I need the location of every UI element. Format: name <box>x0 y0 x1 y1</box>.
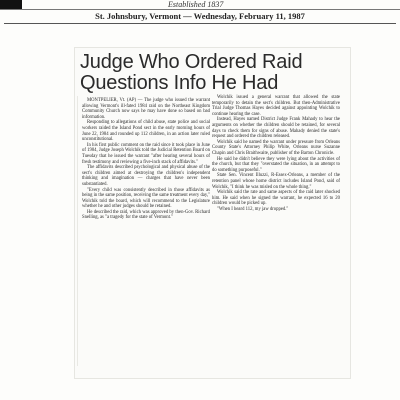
right-paragraph-6: Wolchik said the rate and same aspects of the raid later shocked him. He said when he signed the warrant, he expected 16 to 20 children would be picked up. <box>212 190 340 207</box>
left-paragraph-3: In his first public comment on the raid since it took place in June of 1984, Judge Joseph Wolchik told the Judicial Retention Board on Tuesday that he issued the warrant "after hearing several hours of fresh testimony and reviewing a five-inch stack of affidavits." <box>82 142 210 165</box>
masthead-rule <box>0 9 400 10</box>
left-paragraph-5: "Every child was consistently described in those affidavits as being in the same position, receiving the same treatment every day," Wolchik told the board, which will recommend to the Legislature whether he and other judges should be retained. <box>82 187 210 210</box>
dateline-rule <box>4 23 396 24</box>
right-paragraph-7: "When I heard 112, my jaw dropped." <box>217 206 289 212</box>
left-paragraph-4: The affidavits described psychological and physical abuse of the sect's children aimed at destroying the children's independent thinking and imagination — charges that have never been substantiated. <box>82 165 210 187</box>
right-paragraph-4: He said he didn't believe they were lying about the activities of the church, but that they "overstated the situation, in an attempt to do something purposeful." <box>212 156 340 173</box>
headline-line-2: Questions Info He Had <box>80 72 279 94</box>
article-column-right <box>212 95 340 212</box>
masthead-bar <box>0 0 22 9</box>
established-line: Established 1837 <box>168 0 224 9</box>
dateline: St. Johnsbury, Vermont — Wednesday, February 11, 1987 <box>95 11 305 21</box>
left-paragraph-6: He described the raid, which was approved by then-Gov. Richard Snelling, as "a tragedy for the state of Vermont." <box>82 209 210 221</box>
clipping-fold-line <box>77 96 78 366</box>
right-paragraph-5: State Sen. Vincent Illuzzi, R-Essex-Orleans, a member of the retention panel whose home district includes Island Pond, said of Wolchik, "I think he was misled on the whole thing." <box>212 173 340 190</box>
article-column-left <box>82 98 210 221</box>
right-paragraph-1: Wolchik issued a general warrant that allowed the state temporarily to detain the sect's children. But then-Administrative Trial Judge Thomas Hayes decided against appointing Wolchik to continue hearing the case. <box>212 95 340 117</box>
left-paragraph-1: MONTPELIER, Vt. (AP) — The judge who issued the warrant allowing Vermont's ill-fated 1984 raid on the Northeast Kingdom Community Church now says he may have done so based on bad information. <box>82 98 210 120</box>
article-headline <box>80 52 345 94</box>
left-paragraph-2: Responding to allegations of child abuse, state police and social workers raided the Island Pond sect in the early morning hours of June 22, 1984 and rounded up 112 children, in an action later ruled unconstitutional. <box>82 120 210 143</box>
right-paragraph-2: Instead, Hayes named District Judge Frank Mahady to hear the arguments on whether the children should be retained, for several days to check them for signs of abuse. Mahady denied the state's request and ordered the children released. <box>212 117 340 140</box>
right-paragraph-3: Wolchik said he named the warrant under pressure from Orleans County State's Attorney Philip White, Orleans nurse Suzanne Chapin and Chris Braithwaite, publisher of the Barton Chronicle. <box>212 139 340 156</box>
headline-line-1: Judge Who Ordered Raid <box>80 51 303 73</box>
